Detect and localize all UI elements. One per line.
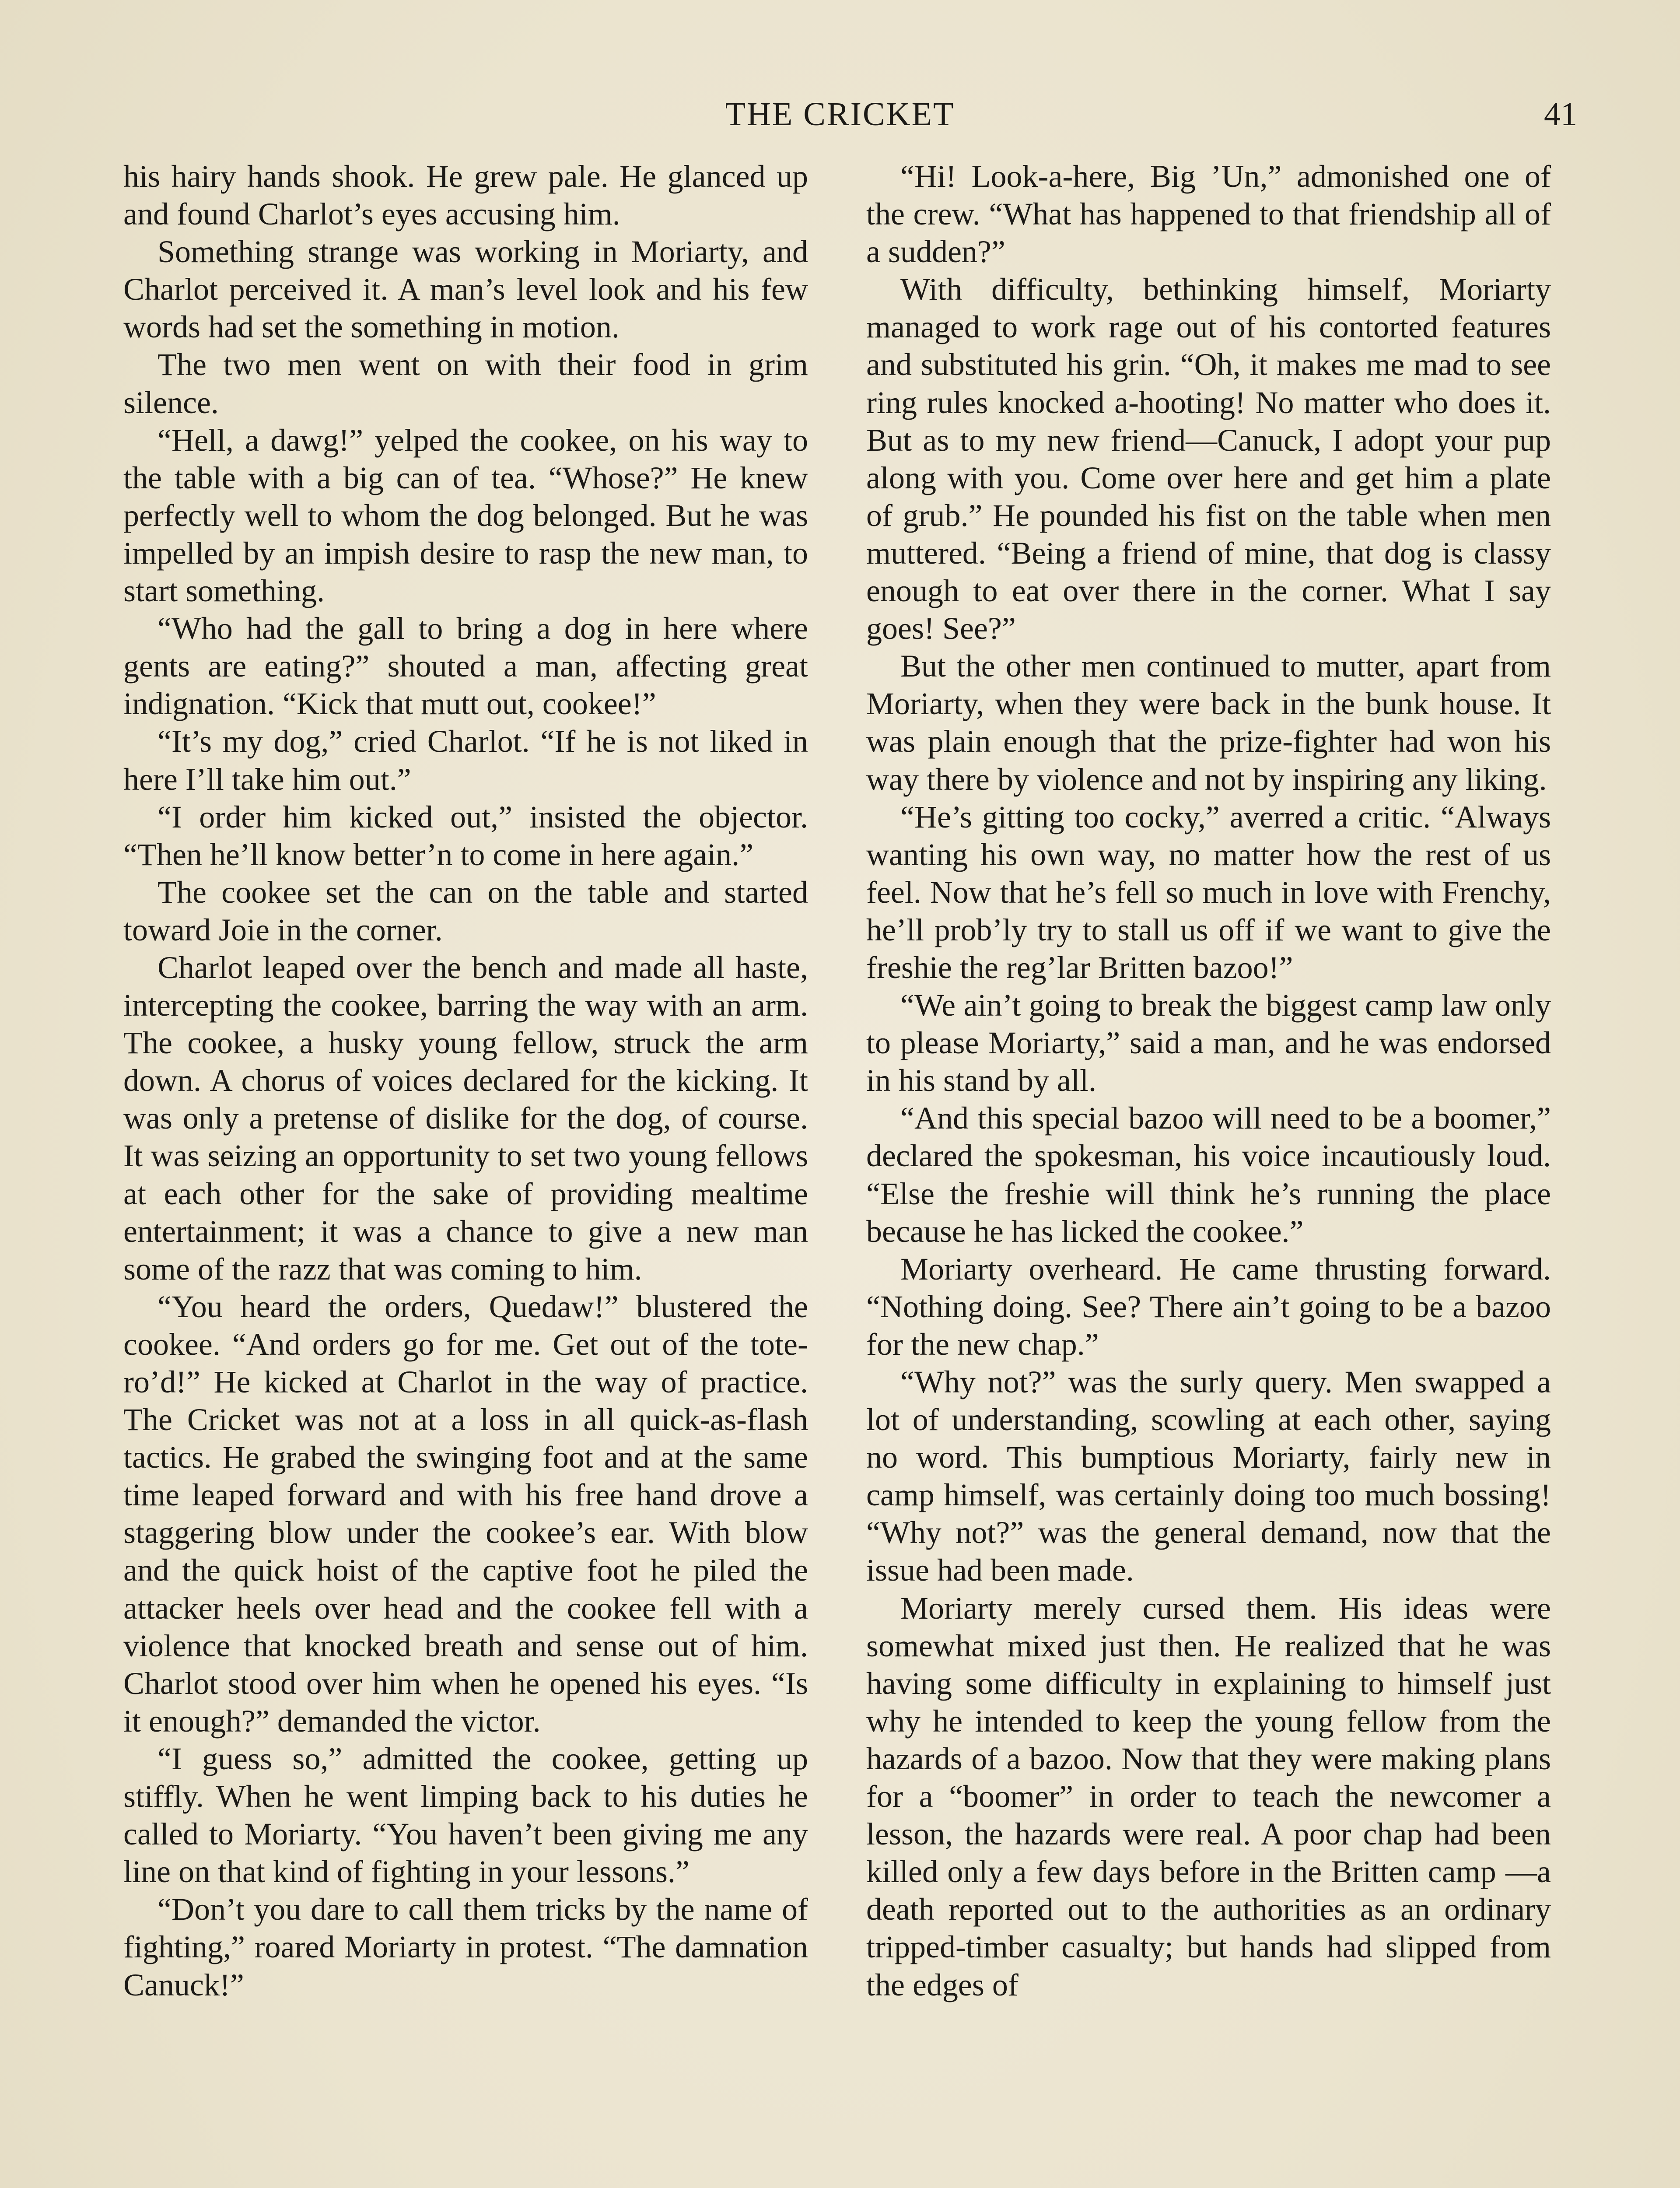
left-column — [123, 158, 808, 2004]
paragraph: “Hi! Look-a-here, Big ’Un,” admonished one of the crew. “What has happened to that friendship all of a sudden?” — [866, 159, 1551, 270]
page-number: 41 — [1544, 96, 1577, 133]
paragraph: “Why not?” was the surly query. Men swapped a lot of understanding, scowling at each other, saying no word. This bumptious Moriarty, fairly new in camp himself, was certainly doing too much bossing! “Why not?” was the general demand, now that the issue had been made. — [866, 1364, 1551, 1588]
paragraph: With difficulty, bethinking himself, Moriarty managed to work rage out of his contorted features and substituted his grin. “Oh, it makes me mad to see ring rules knocked a-hooting! No matter who does it. But as to my new friend—Canuck, I adopt your pup along with you. Come over here and get him a plate of grub.” He pounded his fist on the table when men muttered. “Being a friend of mine, that dog is classy enough to eat over there in the corner. What I say goes! See?” — [866, 272, 1551, 646]
paragraph: “Don’t you dare to call them tricks by the name of fighting,” roared Moriarty in protest. “The damnation Canuck!” — [123, 1892, 808, 2002]
paragraph: “It’s my dog,” cried Charlot. “If he is not liked in here I’ll take him out.” — [123, 724, 808, 797]
paragraph: “And this special bazoo will need to be a boomer,” declared the spokesman, his voice incautiously loud. “Else the freshie will think he’s running the place because he has licked the cookee.” — [866, 1101, 1551, 1249]
running-head: THE CRICKET — [725, 96, 955, 133]
paragraph: Something strange was working in Moriarty, and Charlot perceived it. A man’s level look and his few words had set the something in motion. — [123, 234, 808, 345]
paragraph: The two men went on with their food in grim silence. — [123, 347, 808, 420]
paragraph: “Hell, a dawg!” yelped the cookee, on his way to the table with a big can of tea. “Whose?” He knew perfectly well to whom the dog belonged. But he was impelled by an impish desire to rasp the new man, to start something. — [123, 422, 808, 609]
paragraph: “I guess so,” admitted the cookee, getting up stiffly. When he went limping back to his duties he called to Moriarty. “You haven’t been giving me any line on that kind of fighting in your lessons.” — [123, 1741, 808, 1890]
paragraph: his hairy hands shook. He grew pale. He glanced up and found Charlot’s eyes accusing him. — [123, 159, 808, 232]
right-column — [866, 158, 1551, 2004]
paragraph: But the other men continued to mutter, apart from Moriarty, when they were back in the bunk house. It was plain enough that the prize-fighter had won his way there by violence and not by inspiring any liking. — [866, 649, 1551, 797]
paragraph: “You heard the orders, Quedaw!” blustered the cookee. “And orders go for me. Get out of the tote-ro’d!” He kicked at Charlot in the way of practice. The Cricket was not at a loss in all quick-as-flash tactics. He grabed the swinging foot and at the same time leaped forward and with his free hand drove a staggering blow under the cookee’s ear. With blow and the quick hoist of the captive foot he piled the attacker heels over head and the cookee fell with a violence that knocked breath and sense out of him. Charlot stood over him when he opened his eyes. “Is it enough?” demanded the victor. — [123, 1289, 808, 1739]
paragraph: “He’s gitting too cocky,” averred a critic. “Always wanting his own way, no matter how the rest of us feel. Now that he’s fell so much in love with Frenchy, he’ll prob’ly try to stall us off if we want to give the freshie the reg’lar Britten bazoo!” — [866, 799, 1551, 985]
paragraph: Moriarty overheard. He came thrusting forward. “Nothing doing. See? There ain’t going to be a bazoo for the new chap.” — [866, 1251, 1551, 1362]
paragraph: Charlot leaped over the bench and made all haste, intercepting the cookee, barring the way with an arm. The cookee, a husky young fellow, struck the arm down. A chorus of voices declared for the kicking. It was only a pretense of dislike for the dog, of course. It was seizing an opportunity to set two young fellows at each other for the sake of providing mealtime entertainment; it was a chance to give a new man some of the razz that was coming to him. — [123, 950, 808, 1287]
paragraph: Moriarty merely cursed them. His ideas were somewhat mixed just then. He realized that he was having some difficulty in explaining to himself just why he intended to keep the young fellow from the hazards of a bazoo. Now that they were making plans for a “boomer” in order to teach the newcomer a lesson, the hazards were real. A poor chap had been killed only a few days before in the Britten camp —a death reported out to the authorities as an ordinary tripped-timber casualty; but hands had slipped from the edges of — [866, 1590, 1551, 2002]
paragraph: “I order him kicked out,” insisted the objector. “Then he’ll know better’n to come in here again.” — [123, 799, 808, 872]
paragraph: The cookee set the can on the table and started toward Joie in the corner. — [123, 874, 808, 947]
paragraph: “Who had the gall to bring a dog in here where gents are eating?” shouted a man, affecting great indignation. “Kick that mutt out, cookee!” — [123, 611, 808, 722]
paragraph: “We ain’t going to break the biggest camp law only to please Moriarty,” said a man, and he was endorsed in his stand by all. — [866, 988, 1551, 1098]
